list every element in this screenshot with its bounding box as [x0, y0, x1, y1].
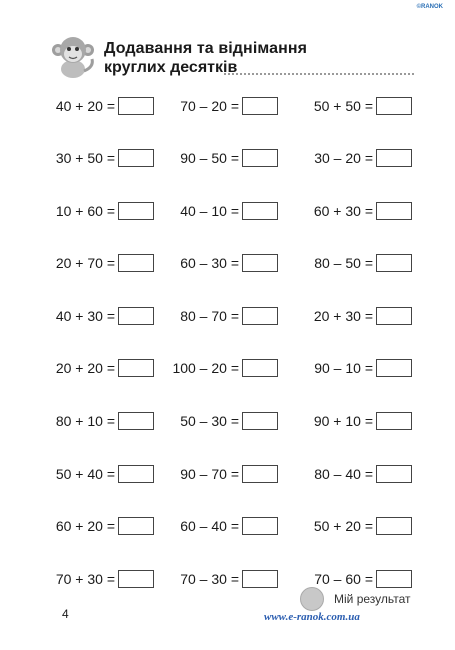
exercise [297, 93, 412, 118]
answer-box[interactable] [118, 202, 154, 220]
answer-box[interactable] [118, 307, 154, 325]
answer-box[interactable] [376, 359, 412, 377]
exercise-expression: 60 + 30 = [313, 202, 373, 219]
exercise-row [30, 198, 430, 251]
answer-box[interactable] [118, 359, 154, 377]
exercise-row [30, 356, 430, 409]
monkey-mascot-icon [48, 33, 98, 79]
exercise [30, 409, 154, 434]
exercise [297, 356, 412, 381]
exercise [166, 409, 278, 434]
exercise-expression: 80 – 70 = [180, 307, 239, 324]
answer-box[interactable] [376, 570, 412, 588]
answer-box[interactable] [242, 307, 278, 325]
exercise [30, 303, 154, 328]
answer-box[interactable] [376, 149, 412, 167]
exercise-row [30, 461, 430, 514]
answer-box[interactable] [118, 97, 154, 115]
exercise-expression: 10 + 60 = [55, 202, 115, 219]
publisher-logo: ©RANOK [416, 4, 443, 10]
answer-box[interactable] [118, 517, 154, 535]
page-number: 4 [62, 607, 69, 621]
exercise [30, 461, 154, 486]
answer-box[interactable] [242, 149, 278, 167]
exercise-expression: 90 + 10 = [313, 413, 373, 430]
exercise [297, 303, 412, 328]
exercise [297, 461, 412, 486]
answer-box[interactable] [118, 149, 154, 167]
answer-box[interactable] [242, 570, 278, 588]
exercise-expression: 90 – 50 = [180, 150, 239, 167]
exercise-expression: 90 – 10 = [314, 360, 373, 377]
exercise-expression: 50 – 30 = [180, 413, 239, 430]
answer-box[interactable] [118, 412, 154, 430]
exercise-expression: 80 – 50 = [314, 255, 373, 272]
exercise-row [30, 514, 430, 567]
exercise [166, 514, 278, 539]
exercise-grid [30, 93, 430, 619]
exercise [297, 514, 412, 539]
answer-box[interactable] [376, 254, 412, 272]
exercise-expression: 70 – 30 = [180, 570, 239, 587]
exercise [297, 198, 412, 223]
exercise-expression: 60 – 30 = [180, 255, 239, 272]
answer-box[interactable] [376, 307, 412, 325]
exercise [166, 146, 278, 171]
exercise [166, 251, 278, 276]
answer-box[interactable] [376, 202, 412, 220]
answer-box[interactable] [376, 97, 412, 115]
exercise [30, 93, 154, 118]
exercise-expression: 90 – 70 = [180, 465, 239, 482]
result-circle-icon[interactable] [300, 587, 324, 611]
exercise-expression: 80 + 10 = [55, 413, 115, 430]
answer-box[interactable] [376, 517, 412, 535]
answer-box[interactable] [242, 359, 278, 377]
exercise-expression: 60 + 20 = [55, 518, 115, 535]
exercise [30, 146, 154, 171]
exercise [166, 93, 278, 118]
exercise [30, 356, 154, 381]
exercise [297, 146, 412, 171]
exercise-expression: 50 + 20 = [313, 518, 373, 535]
exercise [297, 251, 412, 276]
exercise [166, 198, 278, 223]
exercise-expression: 20 + 20 = [55, 360, 115, 377]
answer-box[interactable] [376, 465, 412, 483]
answer-box[interactable] [242, 517, 278, 535]
exercise-row [30, 146, 430, 199]
exercise [166, 461, 278, 486]
answer-box[interactable] [242, 97, 278, 115]
exercise-expression: 20 + 70 = [55, 255, 115, 272]
exercise-expression: 40 + 30 = [55, 307, 115, 324]
answer-box[interactable] [376, 412, 412, 430]
exercise [166, 566, 278, 591]
exercise-expression: 100 – 20 = [172, 360, 239, 377]
exercise [297, 409, 412, 434]
exercise-row [30, 303, 430, 356]
website-link[interactable]: www.e-ranok.com.ua [264, 611, 360, 623]
exercise [166, 303, 278, 328]
exercise-expression: 30 + 50 = [55, 150, 115, 167]
exercise [30, 514, 154, 539]
exercise-row [30, 93, 430, 146]
answer-box[interactable] [242, 254, 278, 272]
answer-box[interactable] [118, 570, 154, 588]
result-indicator [300, 587, 410, 611]
exercise-expression: 60 – 40 = [180, 518, 239, 535]
answer-box[interactable] [118, 465, 154, 483]
exercise-expression: 70 + 30 = [55, 570, 115, 587]
title-dotted-rule [224, 73, 414, 75]
exercise-expression: 40 + 20 = [55, 97, 115, 114]
title-line-2: круглих десятків [104, 59, 238, 76]
exercise [30, 198, 154, 223]
result-label: Мій результат [334, 592, 411, 606]
answer-box[interactable] [118, 254, 154, 272]
exercise-expression: 50 + 50 = [313, 97, 373, 114]
page-title [104, 40, 414, 77]
answer-box[interactable] [242, 412, 278, 430]
answer-box[interactable] [242, 465, 278, 483]
exercise-row [30, 409, 430, 462]
exercise-expression: 50 + 40 = [55, 465, 115, 482]
exercise-expression: 80 – 40 = [314, 465, 373, 482]
exercise-expression: 70 – 60 = [314, 570, 373, 587]
answer-box[interactable] [242, 202, 278, 220]
exercise-expression: 70 – 20 = [180, 97, 239, 114]
title-line-1: Додавання та віднімання [104, 40, 308, 57]
exercise-expression: 40 – 10 = [180, 202, 239, 219]
exercise [30, 251, 154, 276]
exercise [166, 356, 278, 381]
exercise-expression: 30 – 20 = [314, 150, 373, 167]
exercise-expression: 20 + 30 = [313, 307, 373, 324]
exercise [30, 566, 154, 591]
exercise-row [30, 251, 430, 304]
